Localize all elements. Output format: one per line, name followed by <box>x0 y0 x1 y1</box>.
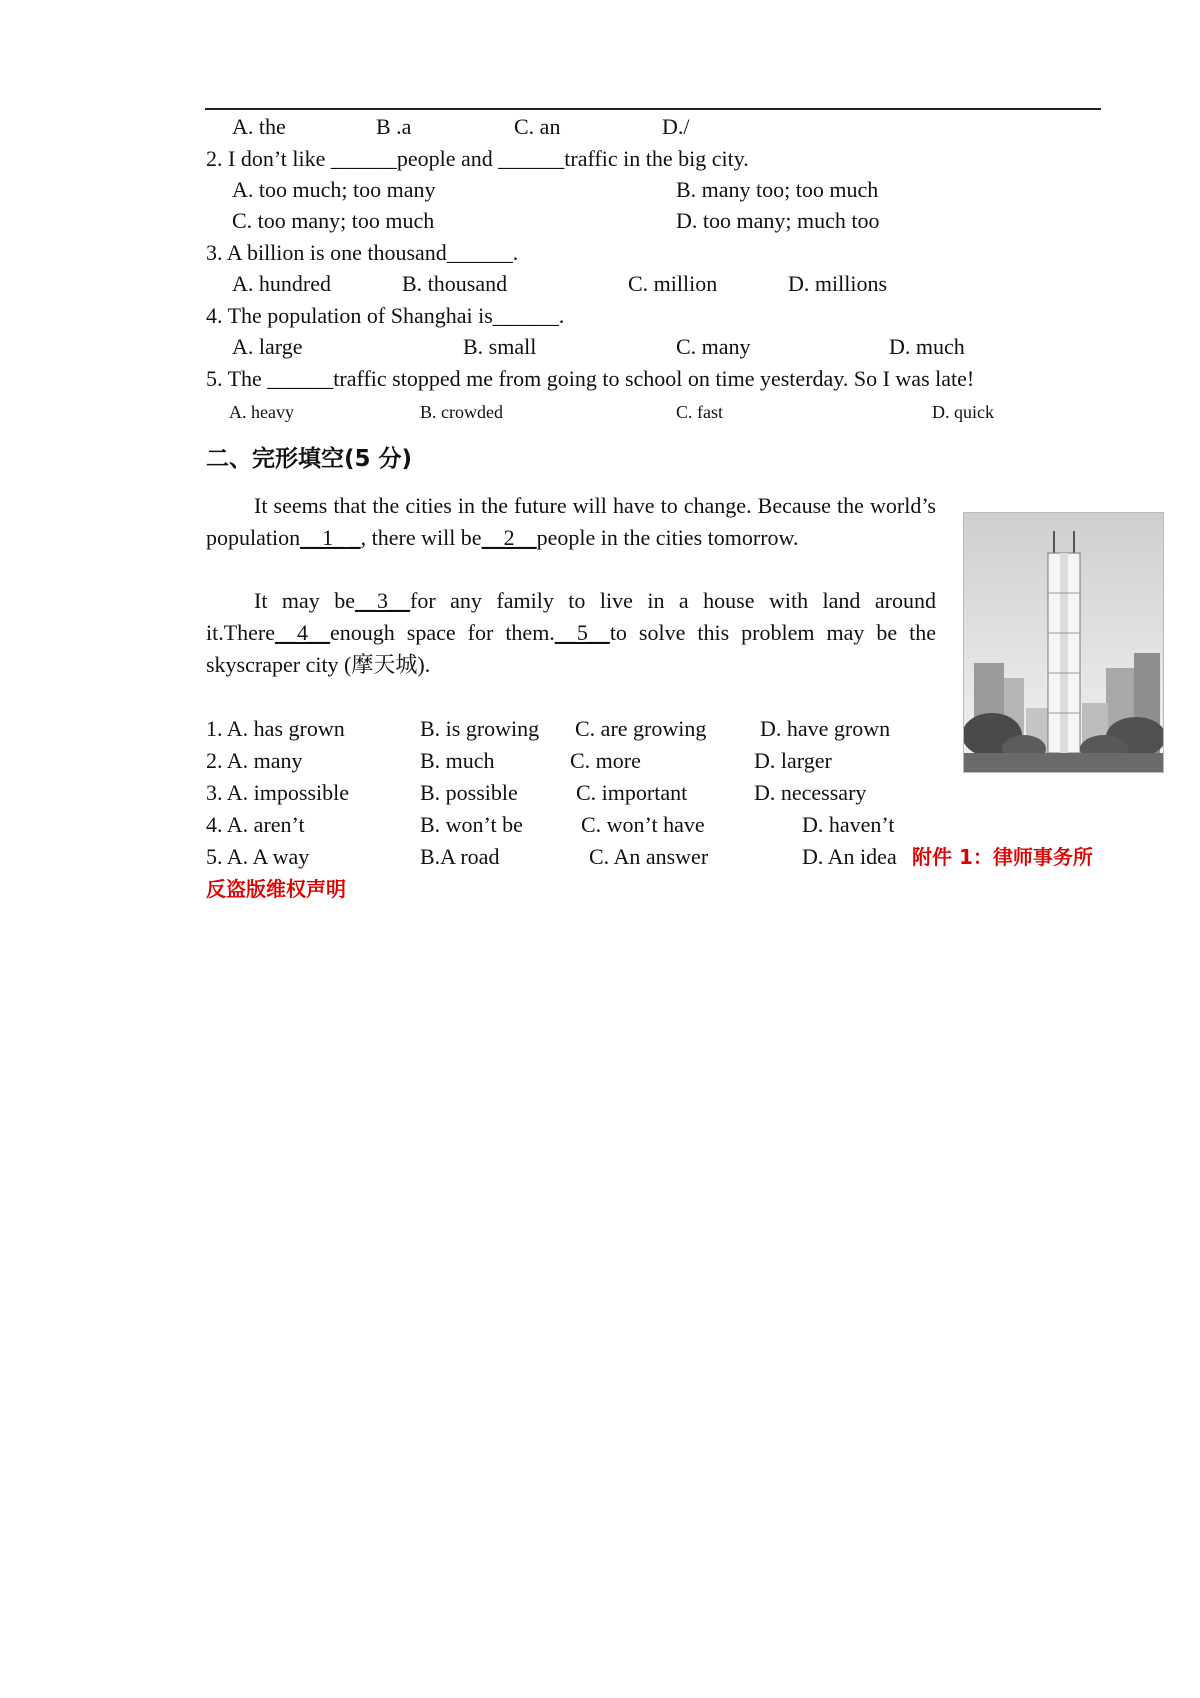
cloze-option-3a: 3. A. impossible <box>206 780 350 805</box>
notice-link-part1[interactable]: 附件 1：律师事务所 <box>912 845 1093 869</box>
p1-text-c: , there will be <box>360 525 482 550</box>
q3-option-d: D. millions <box>788 271 888 296</box>
cloze-option-4c: C. won’t have <box>581 812 705 837</box>
q4-stem: 4. The population of Shanghai is______. <box>206 303 565 328</box>
p2-text-e: to solve this problem may be the skyscraper city (摩天城). <box>206 620 937 677</box>
q5-stem: 5. The ______traffic stopped me from going to school on time yesterday. So I was late! <box>206 366 975 391</box>
p1-text-a: It seems that the cities in the future will have to change. Because the world’s population <box>206 493 936 550</box>
q1-option-c: C. an <box>514 114 561 139</box>
p2-text-a: It may be <box>254 588 356 613</box>
q5-option-a: A. heavy <box>229 402 294 422</box>
q4-option-d: D. much <box>889 334 965 359</box>
p2-text-d: enough space for them. <box>330 620 555 645</box>
cloze-option-3b: B. possible <box>420 780 518 805</box>
blank-4: __4__ <box>275 620 331 645</box>
cloze-paragraph-2 <box>206 585 936 681</box>
p1-text-d: people in the cities tomorrow. <box>536 525 799 550</box>
q2-option-a: A. too much; too many <box>232 177 436 202</box>
cloze-option-5c: C. An answer <box>589 844 709 869</box>
cloze-option-4b: B. won’t be <box>420 812 523 837</box>
q2-option-b: B. many too; too much <box>676 177 879 202</box>
cloze-option-3c: C. important <box>576 780 688 805</box>
cloze-option-2d: D. larger <box>754 748 832 773</box>
blank-5: __5__ <box>554 620 610 645</box>
cloze-option-2b: B. much <box>420 748 495 773</box>
q2-option-c: C. too many; too much <box>232 208 435 233</box>
cloze-option-1d: D. have grown <box>760 716 891 741</box>
q4-option-c: C. many <box>676 334 751 359</box>
section-heading: 二、完形填空(5 分) <box>206 446 413 472</box>
cloze-option-4a: 4. A. aren’t <box>206 812 305 837</box>
q1-option-b: B .a <box>376 114 412 139</box>
q3-option-b: B. thousand <box>402 271 508 296</box>
cloze-option-1a: 1. A. has grown <box>206 716 345 741</box>
skyscraper-photo <box>963 512 1164 773</box>
blank-3: __3__ <box>355 588 411 613</box>
blank-1: __1_ _ <box>300 525 361 550</box>
cloze-paragraph-1 <box>206 490 936 554</box>
cloze-option-5b: B.A road <box>420 844 500 869</box>
q5-option-b: B. crowded <box>420 402 503 422</box>
p2-text-c: for any family to live in a house with land around it.There <box>206 588 936 645</box>
q3-stem: 3. A billion is one thousand______. <box>206 240 519 265</box>
q3-option-a: A. hundred <box>232 271 331 296</box>
cloze-option-2c: C. more <box>570 748 641 773</box>
q5-option-d: D. quick <box>932 402 994 422</box>
q3-option-c: C. million <box>628 271 718 296</box>
blank-2: __2__ <box>481 525 537 550</box>
q1-option-a: A. the <box>232 114 286 139</box>
q4-option-b: B. small <box>463 334 537 359</box>
cloze-option-2a: 2. A. many <box>206 748 303 773</box>
cloze-option-5a: 5. A. A way <box>206 844 310 869</box>
cloze-option-4d: D. haven’t <box>802 812 895 837</box>
q2-option-d: D. too many; much too <box>676 208 880 233</box>
cloze-option-1b: B. is growing <box>420 716 540 741</box>
q2-stem: 2. I don’t like ______people and ______traffic in the big city. <box>206 146 749 171</box>
cloze-option-5d: D. An idea <box>802 844 897 869</box>
cloze-option-3d: D. necessary <box>754 780 867 805</box>
notice-link-part2[interactable]: 反盗版维权声明 <box>206 877 346 901</box>
cloze-option-1c: C. are growing <box>575 716 707 741</box>
q4-option-a: A. large <box>232 334 303 359</box>
q5-option-c: C. fast <box>676 402 723 422</box>
q1-option-d: D./ <box>662 114 690 139</box>
header-rule <box>205 108 1101 110</box>
